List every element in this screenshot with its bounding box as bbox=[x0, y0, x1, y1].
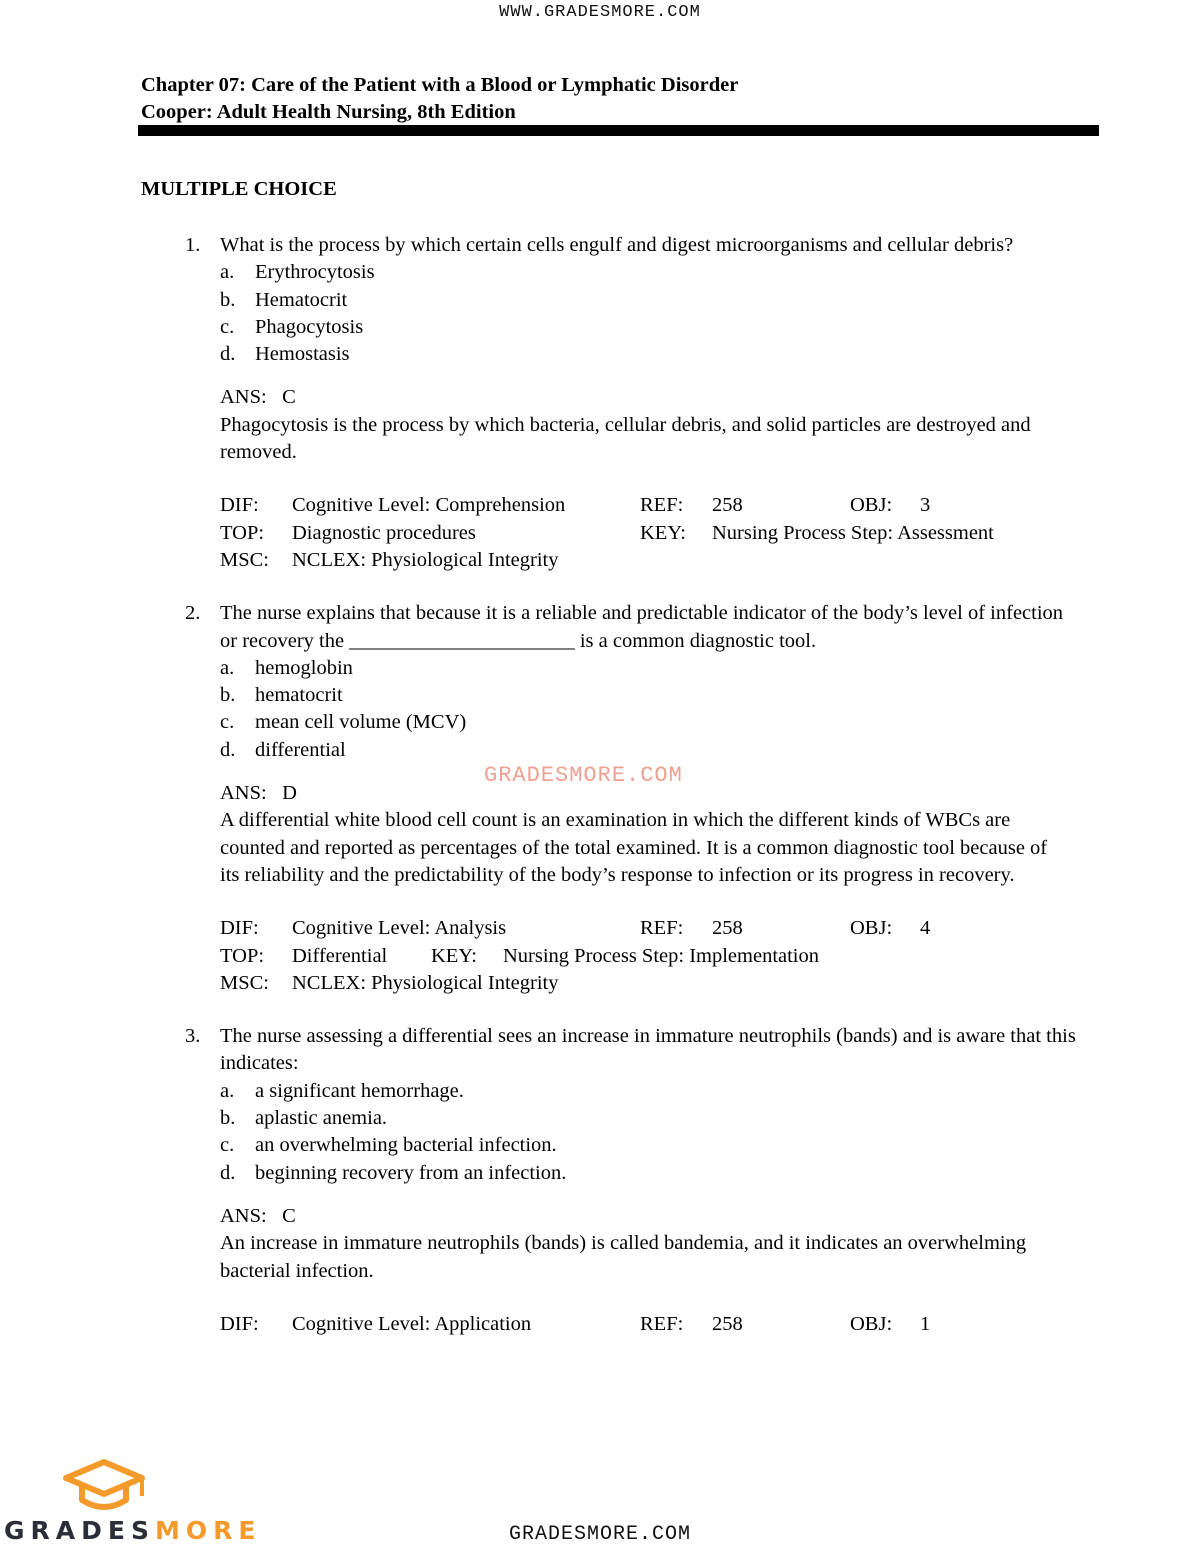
choice-letter: d. bbox=[220, 343, 236, 366]
obj-value: 4 bbox=[920, 917, 931, 940]
dif-label: DIF: bbox=[220, 494, 259, 517]
choice-letter: c. bbox=[220, 1134, 235, 1157]
msc-label: MSC: bbox=[220, 971, 269, 994]
choice-text: an overwhelming bacterial infection. bbox=[255, 1134, 557, 1157]
key-label: KEY: bbox=[431, 944, 477, 967]
choice-text: mean cell volume (MCV) bbox=[255, 711, 467, 734]
choice-letter: d. bbox=[220, 738, 236, 761]
question-1 bbox=[141, 232, 1101, 574]
choice-text: Erythrocytosis bbox=[255, 261, 375, 284]
question-number: 1. bbox=[185, 234, 201, 256]
rationale: An increase in immature neutrophils (bands) is called bandemia, and it indicates an overwhelming bacterial infection. bbox=[220, 1232, 1027, 1282]
metadata-block bbox=[220, 1311, 1101, 1338]
ref-value: 258 bbox=[712, 1312, 743, 1335]
logo-part-grades: GRADES bbox=[4, 1516, 155, 1545]
book-title: Cooper: Adult Health Nursing, 8th Edition bbox=[141, 101, 516, 123]
top-label: TOP: bbox=[220, 944, 265, 967]
key-value: Nursing Process Step: Implementation bbox=[503, 944, 819, 967]
choice-letter: a. bbox=[220, 261, 235, 284]
choice-d bbox=[220, 341, 1101, 368]
choice-text: Hemostasis bbox=[255, 343, 350, 366]
rationale: A differential white blood cell count is an examination in which the different kinds of WBCs are counted and reported as percentages of the total examined. It is a common diagnostic tool because of its reliability and the predictability of the body’s response to infection or its progress in recovery. bbox=[220, 809, 1048, 886]
answer: ANS: C bbox=[220, 386, 296, 409]
question-number: 3. bbox=[185, 1025, 201, 1048]
choice-letter: b. bbox=[220, 1107, 236, 1130]
dif-value: Cognitive Level: Application bbox=[292, 1312, 532, 1335]
top-value: Diagnostic procedures bbox=[292, 521, 476, 544]
question-stem: What is the process by which certain cells engulf and digest microorganisms and cellular debris? bbox=[220, 234, 1014, 256]
question-stem: The nurse explains that because it is a reliable and predictable indicator of the body’s level of infection or recovery the ______________________ is a common diagnostic tool. bbox=[220, 602, 1064, 652]
question-stem: The nurse assessing a differential sees an increase in immature neutrophils (bands) and is aware that this indicates: bbox=[220, 1025, 1076, 1075]
question-number: 2. bbox=[185, 602, 201, 625]
choice-d bbox=[220, 1160, 1101, 1187]
dif-value: Cognitive Level: Comprehension bbox=[292, 494, 566, 517]
choice-b bbox=[220, 287, 1101, 314]
choice-letter: c. bbox=[220, 315, 235, 338]
header-rule bbox=[138, 125, 1099, 136]
ref-label: REF: bbox=[640, 494, 684, 517]
rationale: Phagocytosis is the process by which bacteria, cellular debris, and solid particles are destroyed and removed. bbox=[220, 413, 1031, 464]
ref-label: REF: bbox=[640, 1312, 684, 1335]
choice-c bbox=[220, 1132, 1101, 1159]
top-label: TOP: bbox=[220, 521, 265, 544]
document-header bbox=[141, 72, 1101, 126]
choice-letter: a. bbox=[220, 1079, 235, 1102]
choice-a bbox=[220, 1078, 1101, 1105]
chapter-title: Chapter 07: Care of the Patient with a Blood or Lymphatic Disorder bbox=[141, 74, 739, 96]
choice-c bbox=[220, 314, 1101, 341]
ref-value: 258 bbox=[712, 494, 743, 517]
msc-value: NCLEX: Physiological Integrity bbox=[292, 548, 559, 571]
obj-value: 3 bbox=[920, 494, 931, 517]
key-label: KEY: bbox=[640, 521, 686, 544]
top-watermark: WWW.GRADESMORE.COM bbox=[499, 3, 701, 22]
msc-label: MSC: bbox=[220, 548, 269, 571]
choice-letter: c. bbox=[220, 711, 235, 734]
choice-letter: b. bbox=[220, 684, 236, 707]
section-heading: MULTIPLE CHOICE bbox=[141, 178, 337, 200]
metadata-block bbox=[220, 492, 1101, 574]
choice-text: hematocrit bbox=[255, 684, 343, 707]
obj-label: OBJ: bbox=[850, 494, 893, 517]
choice-b bbox=[220, 1105, 1101, 1132]
ref-label: REF: bbox=[640, 917, 684, 940]
choice-a bbox=[220, 655, 1101, 682]
choice-c bbox=[220, 709, 1101, 736]
choice-letter: b. bbox=[220, 288, 236, 311]
ref-value: 258 bbox=[712, 917, 743, 940]
choice-text: differential bbox=[255, 738, 346, 761]
key-value: Nursing Process Step: Assessment bbox=[712, 521, 994, 544]
choice-letter: a. bbox=[220, 656, 235, 679]
top-value: Differential bbox=[292, 944, 388, 967]
dif-label: DIF: bbox=[220, 917, 259, 940]
question-2 bbox=[141, 600, 1101, 997]
obj-label: OBJ: bbox=[850, 1312, 893, 1335]
metadata-block bbox=[220, 915, 1101, 997]
bottom-watermark: GRADESMORE.COM bbox=[508, 1523, 692, 1546]
choice-text: beginning recovery from an infection. bbox=[255, 1161, 567, 1184]
msc-value: NCLEX: Physiological Integrity bbox=[292, 971, 559, 994]
obj-value: 1 bbox=[920, 1312, 931, 1335]
choice-text: Hematocrit bbox=[255, 288, 348, 311]
dif-value: Cognitive Level: Analysis bbox=[292, 917, 507, 940]
obj-label: OBJ: bbox=[850, 917, 893, 940]
answer: ANS: C bbox=[220, 1204, 296, 1227]
choice-text: hemoglobin bbox=[255, 656, 353, 679]
choice-b bbox=[220, 682, 1101, 709]
choice-text: a significant hemorrhage. bbox=[255, 1079, 464, 1102]
graduation-cap-icon bbox=[58, 1456, 150, 1514]
answer: ANS: D bbox=[220, 782, 297, 805]
question-3 bbox=[141, 1023, 1101, 1338]
dif-label: DIF: bbox=[220, 1312, 259, 1335]
mid-watermark: GRADESMORE.COM bbox=[484, 763, 683, 788]
choice-letter: d. bbox=[220, 1161, 236, 1184]
choice-text: Phagocytosis bbox=[255, 315, 364, 338]
choice-a bbox=[220, 259, 1101, 286]
choice-d bbox=[220, 737, 1101, 764]
logo-part-more: MORE bbox=[154, 1516, 262, 1545]
choice-text: aplastic anemia. bbox=[255, 1107, 388, 1130]
